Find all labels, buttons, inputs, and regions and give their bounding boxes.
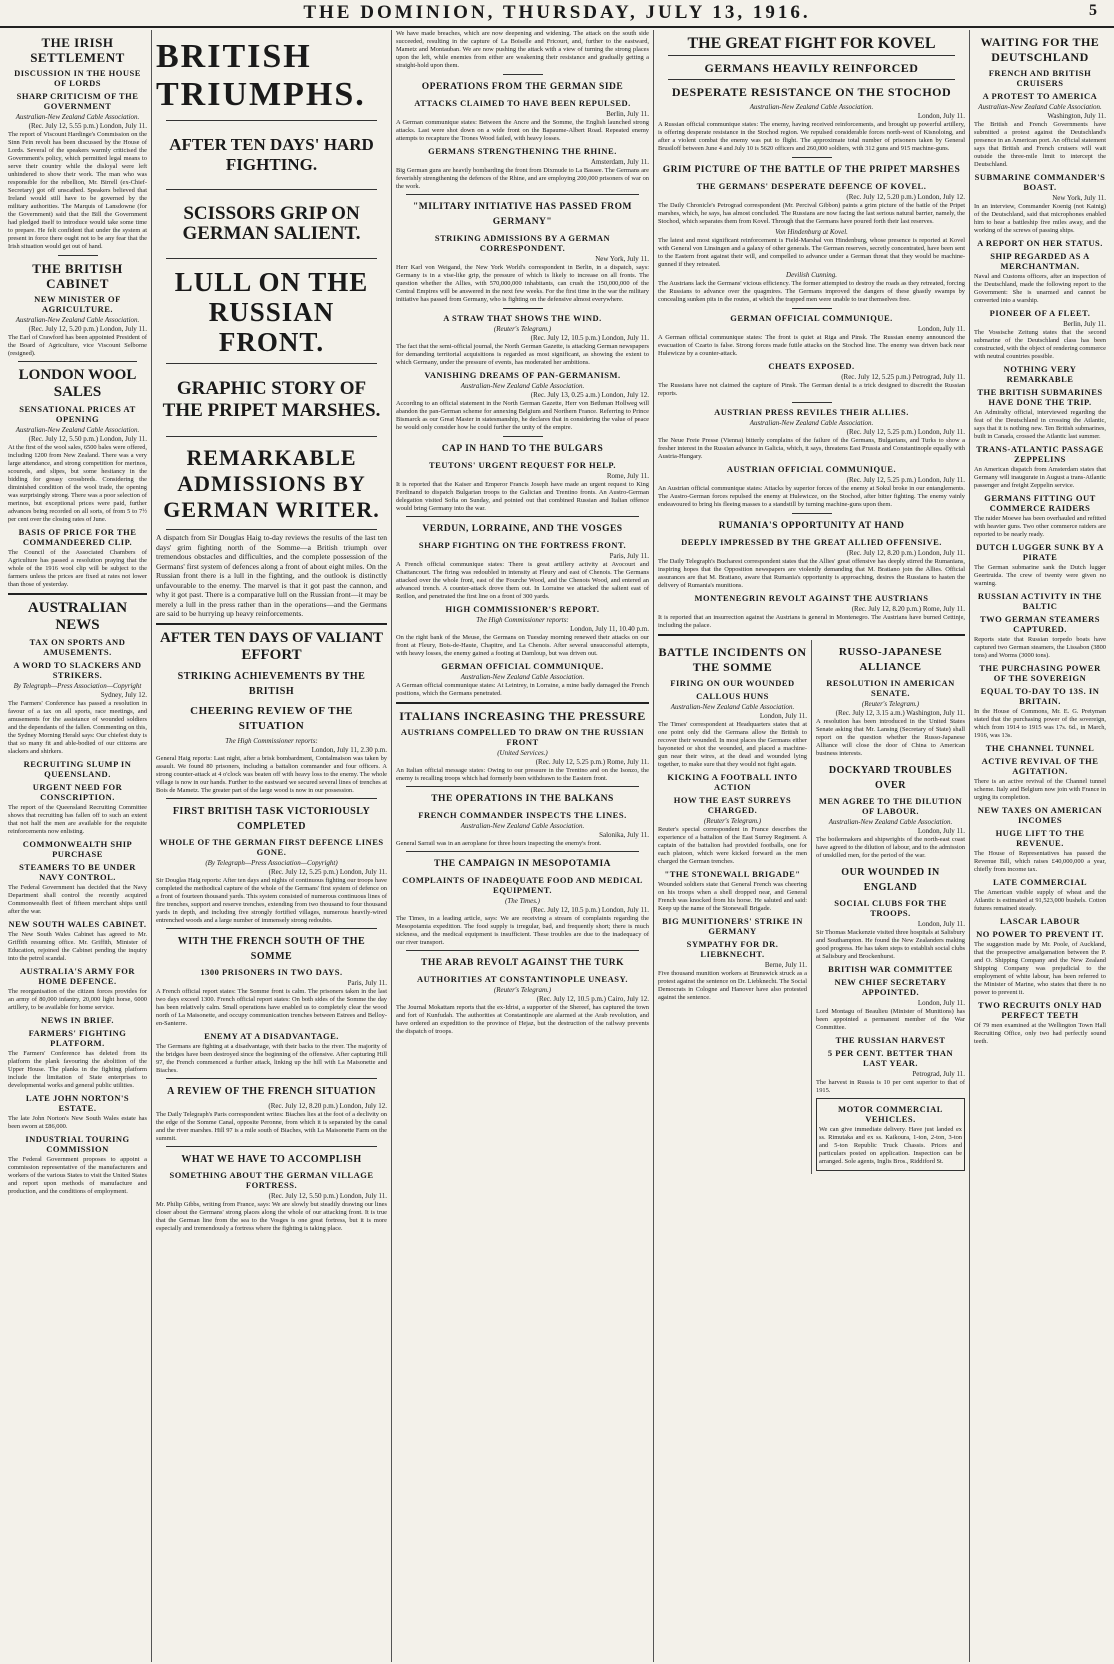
- baltic-headline: RUSSIAN ACTIVITY IN THE BALTIC: [977, 591, 1103, 611]
- recruit-body: The report of the Queensland Recruiting Committee shows that recruiting has fallen off to such an extent that not half the men are available for the requisite reinforcements now enlisting.: [8, 804, 147, 835]
- divider: [503, 74, 543, 75]
- russo-japanese-date: (Rec. July 12, 3.15 a.m.) Washington, July 11.: [835, 709, 965, 717]
- advertisement: [816, 1098, 965, 1171]
- divider: [792, 513, 832, 514]
- german-official-credit: Australian-New Zealand Cable Association.: [460, 673, 585, 681]
- hc-report-headline: HIGH COMMISSIONER'S REPORT.: [445, 604, 600, 614]
- divider: [166, 436, 377, 437]
- russo-japanese-subhead: RESOLUTION IN AMERICAN SENATE.: [826, 678, 955, 698]
- irish-date: (Rec. July 12, 5.55 p.m.) London, July 11.: [28, 122, 147, 130]
- deutschland-subhead: FRENCH AND BRITISH CRUISERS: [988, 68, 1092, 88]
- lower-right: [816, 640, 965, 1174]
- divider: [792, 157, 832, 158]
- first-task-headline: FIRST BRITISH TASK VICTORIOUSLY COMPLETED: [172, 805, 371, 832]
- sovereign-headline: THE PURCHASING POWER OF THE SOVEREIGN: [979, 663, 1101, 683]
- italians-body: An Italian official message states: Owing to our pressure in the Trentino and on the Isonzo, the enemy is recalling troops which had formerly been withdrawn to the Eastern front.: [396, 767, 649, 782]
- ad-body: We can give immediate delivery. Have just landed ex ss. Rimutaka and ex ss. Kaikoura, 1-ton, 2-ton, 3-ton and 5-ton Republic Truck Chassis. Prices and particulars posted on application. Inspection can be arranged. Sole agents, Inglis Bros., Riddiford St.: [819, 1126, 962, 1165]
- mesopotamia-headline: THE CAMPAIGN IN MESOPOTAMIA: [433, 859, 612, 869]
- somme-subhead: FIRING ON OUR WOUNDED: [670, 678, 795, 688]
- column-4: [654, 30, 970, 1662]
- italians-credit: (United Services.): [497, 749, 548, 757]
- french-headline: WITH THE FRENCH SOUTH OF THE SOMME: [177, 935, 366, 962]
- rumania-headline: RUMANIA'S OPPORTUNITY AT HAND: [718, 521, 905, 531]
- somme-headline: BATTLE INCIDENTS ON THE SOMME: [658, 645, 807, 674]
- dockyard-headline: DOCKYARD TROUBLES OVER: [828, 765, 953, 791]
- montenegro-headline: MONTENEGRIN REVOLT AGAINST THE AUSTRIANS: [694, 593, 929, 603]
- divider: [668, 79, 955, 80]
- column-5: [970, 30, 1110, 1662]
- brief-subhead: FARMERS' FIGHTING PLATFORM.: [28, 1028, 127, 1048]
- recruits-headline: TWO RECRUITS ONLY HAD PERFECT TEETH: [978, 1000, 1102, 1020]
- straw-credit: (Reuter's Telegram.): [493, 325, 552, 333]
- verdun-subhead: SHARP FIGHTING ON THE FORTRESS FRONT.: [418, 540, 627, 550]
- pan-credit: Australian-New Zealand Cable Association.: [460, 382, 585, 390]
- bulgars-subhead: TEUTONS' URGENT REQUEST FOR HELP.: [429, 460, 616, 470]
- divider: [503, 308, 543, 309]
- review-date: (Rec. July 12, 8.20 p.m.) London, July 12.: [268, 1101, 387, 1110]
- straw-body: The fact that the semi-official journal, the North German Gazette, is attacking German newspapers for demanding territorial acquisitions is regarded as most significant, as showing the extent to which Germany, under the pressure of events, has moderated her ambitions.: [396, 343, 649, 366]
- football-subhead: HOW THE EAST SURREYS CHARGED.: [673, 795, 792, 815]
- somme-subhead-2: CALLOUS HUNS: [696, 691, 769, 701]
- industrial-headline: INDUSTRIAL TOURING COMMISSION: [25, 1134, 130, 1154]
- football-body: Reuter's special correspondent in France describes the experience of a battalion of the East Surrey Regiment. A captain of the battalion had provided footballs, one for each platoon, which were kicked forward as the men charged the German trenches.: [658, 826, 807, 865]
- pan-body: According to an official statement in the North German Gazette, Herr von Bethman Hollweg will abandon the pan-German scheme for annexing Belgium and Northern France. Referring to Prince Bismarck as our Great Master in statesmanship, he declares that in considering the value of peace he would only consider how he could further the unity of the empire.: [396, 400, 649, 431]
- stonewall-headline: "THE STONEWALL BRIGADE": [664, 869, 801, 879]
- divider: [658, 634, 965, 636]
- divider: [18, 361, 137, 362]
- balkans-body: General Sarrail was in an aeroplane for three hours inspecting the enemy's front.: [396, 840, 602, 847]
- lugger-body: The German submarine sank the Dutch lugger Geertruida. The crew of twenty were given no warning.: [974, 564, 1106, 587]
- verdun-headline: VERDUN, LORRAINE, AND THE VOSGES: [422, 524, 623, 534]
- war-committee-date: London, July 11.: [917, 999, 965, 1007]
- divider: [792, 308, 832, 309]
- baltic-body: Reports state that Russian torpedo boats have captured two German steamers, the Lissabon (3800 tons) and Worms (3000 tons).: [974, 636, 1106, 659]
- navy-headline: COMMONWEALTH SHIP PURCHASE: [22, 839, 133, 859]
- review-headline: A REVIEW OF THE FRENCH SITUATION: [167, 1085, 376, 1097]
- wounded-subhead: SOCIAL CLUBS FOR THE TROOPS.: [834, 898, 947, 918]
- valiant-effort-subhead-2: CHEERING REVIEW OF THE SITUATION: [190, 704, 353, 732]
- divider: [406, 786, 639, 787]
- taxes-subhead: HUGE LIFT TO THE REVENUE.: [995, 828, 1085, 848]
- valiant-effort-subhead: STRIKING ACHIEVEMENTS BY THE BRITISH: [177, 670, 366, 697]
- deutschland-body: The British and French Governments have submitted a protest against the Deutschland's presence in an American port. An official statement says that British and French cruisers will wait outside the three-mile limit to intercept the Deutschland.: [974, 121, 1106, 168]
- arab-date: (Rec. July 12, 10.5 p.m.) Cairo, July 12.: [536, 995, 649, 1003]
- football-credit: (Reuter's Telegram.): [703, 817, 762, 825]
- dockyard-date: London, July 11.: [917, 827, 965, 835]
- enemy-body: The Germans are fighting at a disadvantage, with their backs to the river. The majority of the bridges have been destroyed since the beginning of the offensive. After capturing Hill 97, the French commenced a further attack, linking up the hill with La Maisonette and Biaches.: [156, 1042, 387, 1074]
- lower-split: [658, 640, 965, 1174]
- divider: [166, 363, 377, 364]
- first-task-subhead: WHOLE OF THE GERMAN FIRST DEFENCE LINES GONE.: [159, 836, 384, 857]
- gco-body: A German official communique states: The front is quiet at Riga and Pinsk. The Russian enemy announced the evacuation of Czarto is false. Strong forces made futile attacks on the Stochod line. The enemy was driven back near Hulewicze by a counter-attack.: [658, 334, 965, 357]
- boast-date: New York, July 11.: [1052, 194, 1106, 202]
- mesopotamia-body: The Times, in a leading article, says: We are receiving a stream of complaints regarding the Mesopotamia expedition. The food supply is irregular, bad, and frequently short; there is much sickness, and the medical equipment is insufficient. These troubles are due to the inadequacy of our river transport.: [396, 915, 649, 946]
- remarkable-subhead: THE BRITISH SUBMARINES HAVE DONE THE TRIP.: [977, 387, 1103, 407]
- initiative-subhead: STRIKING ADMISSIONS BY A GERMAN CORRESPONDENT.: [434, 233, 611, 253]
- pan-headline: VANISHING DREAMS OF PAN-GERMANISM.: [424, 370, 621, 380]
- verdun-body: A French official communique states: There is great artillery activity at Avocourt and Chattancourt. The firing was redoubled in intensity at Fleury and east of Chenois. The Germans attacked over the whole front, east of the Fourche Wood, and the Chenois Wood, and entered an advanced trench. A counter-attack drove them out. In Lorraine we attacked the salient east of Reillon, and penetrated the first line on a front of 300 yards.: [396, 561, 649, 600]
- irish-credit: Australian-New Zealand Cable Association.: [15, 113, 140, 121]
- pioneer-headline: PIONEER OF A FLEET.: [989, 308, 1091, 318]
- enemy-headline: ENEMY AT A DISADVANTAGE.: [204, 1030, 339, 1041]
- tunnel-body: There is an active revival of the Channel tunnel scheme. Italy and Belgium now join with France in urging its completion.: [974, 778, 1106, 801]
- commercial-headline: LATE COMMERCIAL: [993, 877, 1087, 887]
- divider: [166, 928, 377, 929]
- hc-credit: The High Commissioner reports:: [225, 736, 318, 745]
- divider: [8, 593, 147, 595]
- gco-date: London, July 11.: [917, 325, 965, 333]
- cheats-date: (Rec. July 12, 5.25 p.m.) Petrograd, July 11.: [841, 373, 965, 381]
- lede-paragraph: A dispatch from Sir Douglas Haig to-day reviews the results of the last ten days' grim fighting north of the Somme—a British triumph over tremendous obstacles and difficulties, and the complete possession of the Germans' first system of defences along a front of about eight miles. On the Russian front there is a lull in the fighting, and the outlook is distinctly unfavourable to the enemy. The marvel is that it got past the cannon, and why it got past. There is a comparative lull on the Russian front—it may be merely a lull in the press rather than in the operations—and the Germans are said to be hurrying up heavy reinforcements.: [156, 533, 387, 618]
- zeppelins-headline: TRANS-ATLANTIC PASSAGE ZEPPELINS: [976, 444, 1104, 464]
- divider: [406, 194, 639, 195]
- russo-japanese-credit: (Reuter's Telegram.): [861, 700, 920, 708]
- basis-headline: BASIS OF PRICE FOR THE COMMANDEERED CLIP.: [18, 527, 137, 547]
- stonewall-body: Wounded soldiers state that General French was cheering on his troops when a shell dropped near, and General French was knocked from his horse. He saluted and said: Keep up the name of the Stonewall Brigade.: [658, 881, 807, 912]
- aus-date: Sydney, July 12.: [100, 691, 147, 699]
- munitions-date: Berne, July 11.: [764, 961, 807, 969]
- italians-date: (Rec. July 12, 5.25 p.m.) Rome, July 11.: [535, 758, 649, 766]
- bulgars-date: Rome, July 11.: [606, 472, 649, 480]
- rhine-headline: GERMANS STRENGTHENING THE RHINE.: [428, 146, 617, 156]
- wool-subhead: SENSATIONAL PRICES AT OPENING: [19, 404, 136, 424]
- russo-japanese-headline: RUSSO-JAPANESE ALLIANCE: [838, 646, 943, 673]
- recruit-subhead: URGENT NEED FOR CONSCRIPTION.: [32, 782, 123, 802]
- balkans-date: Salonika, July 11.: [599, 831, 649, 839]
- arab-body: The Journal Mokattam reports that the ex-Idrisi, a supporter of the Shereef, has captured the town and fort of Kunfudah. The authorities at Constantinople are alarmed at the Arab revolution, and have ordered an expedition to the province of Hejaz, but the destruction of the railway prevents the dispatch of troops.: [396, 1004, 649, 1035]
- pripet-date: (Rec. July 12, 5.20 p.m.) London, July 12.: [846, 193, 965, 201]
- australian-news-headline: AUSTRALIAN NEWS: [27, 600, 128, 633]
- lower-left: [658, 640, 812, 1174]
- press-credit: Australian-New Zealand Cable Association.: [749, 419, 874, 427]
- cabinet-credit: Australian-New Zealand Cable Association.: [15, 316, 140, 324]
- recruit-headline: RECRUITING SLUMP IN QUEENSLAND.: [23, 759, 132, 779]
- bulgars-body: It is reported that the Kaiser and Emperor Francis Joseph have made an urgent request to King Ferdinand to dispatch Bulgarian troops to the Galician and Trentino fronts. An Austro-German delegation visited Sofia on Sunday, and pointed out that combined Russian and Italian offence would bring Germany into the war.: [396, 481, 649, 512]
- accomplish-headline: WHAT WE HAVE TO ACCOMPLISH: [181, 1153, 362, 1165]
- divider: [58, 255, 98, 256]
- hc-date: London, July 11, 2.30 p.m.: [311, 745, 387, 754]
- remarkable-headline: NOTHING VERY REMARKABLE: [1003, 364, 1077, 384]
- cheats-body: The Russians have not claimed the capture of Pinsk. The German denial is a trick designed to discredit the Russian reports.: [658, 382, 965, 397]
- mesopotamia-date: (Rec. July 12, 10.5 p.m.) London, July 11.: [530, 906, 649, 914]
- kovel-subhead-2: DESPERATE RESISTANCE ON THE STOCHOD: [671, 85, 952, 99]
- wounded-headline: OUR WOUNDED IN ENGLAND: [841, 867, 940, 893]
- divider: [792, 402, 832, 403]
- montenegro-body: It is reported that an insurrection against the Austrians is general in Montenegro. The Austrians have burned Cettinje, including the palace.: [658, 614, 965, 629]
- divider: [503, 436, 543, 437]
- harvest-body: The harvest in Russia is 10 per cent superior to that of 1915.: [816, 1079, 965, 1094]
- french-subhead: 1300 PRISONERS IN TWO DAYS.: [200, 966, 343, 977]
- deck-5: REMARKABLE ADMISSIONS BY GERMAN WRITER.: [163, 445, 380, 522]
- italians-headline: ITALIANS INCREASING THE PRESSURE: [399, 709, 646, 723]
- continued-body: We have made breaches, which are now deepening and widening. The attack on the south side succeeded, resulting in the capture of La Boiselle and Fricourt, and, further to the eastward, Mametz and Montauban. We are now pushing the attack with a view of turning the strong places upon the left, while enemies from either are weakening their resistance and gradually getting a straight-hold upon them.: [396, 30, 649, 69]
- raiders-headline: GERMANS FITTING OUT COMMERCE RAIDERS: [984, 493, 1096, 513]
- italians-subhead: AUSTRIANS COMPELLED TO DRAW ON THE RUSSIAN FRONT: [400, 727, 645, 747]
- newspaper-title: THE DOMINION, THURSDAY, JULY 13, 1916.: [303, 2, 811, 23]
- montenegro-date: (Rec. July 12, 8.20 p.m.) Rome, July 11.: [851, 605, 965, 613]
- hc-report-date: London, July 11, 10.40 p.m.: [570, 625, 649, 633]
- sovereign-body: In the House of Commons, Mr. E. G. Pretyman stated that the purchasing power of the sovereign, which from 1914 to 1915 was 17s. 6d., in March, 1916, was 13s.: [974, 708, 1106, 739]
- cabinet-subhead: NEW MINISTER OF AGRICULTURE.: [34, 294, 121, 314]
- divider: [156, 623, 387, 625]
- norton-body: The late John Norton's New South Wales estate has been sworn at £86,000.: [8, 1115, 147, 1130]
- war-committee-subhead: NEW CHIEF SECRETARY APPOINTED.: [834, 977, 947, 997]
- press-date: (Rec. July 12, 5.25 p.m.) London, July 11.: [846, 428, 965, 436]
- pioneer-date: Berlin, July 11.: [1063, 320, 1106, 328]
- accomplish-body: Mr. Philip Gibbs, writing from France, says: We are slowly but steadily drawing our lines closer about the Germans' strong places along the whole of our attacking front. It is true that the German line from the sea to the Vosges is one great fortress, but it is more especially and tremendously a fortress where the fighting is taking place.: [156, 1200, 387, 1232]
- aus-body: The Farmers' Conference has passed a resolution in favour of a tax on all sports, race meetings, and amusements for the assistance of wounded soldiers and the dependants of the fallen. Commenting on this, the Sydney Morning Herald says: Our chiefest duty is that so many fit and able-bodied of our citizens are slackers and shirkers.: [8, 700, 147, 755]
- initiative-date: New York, July 11.: [595, 255, 649, 263]
- first-task-credit: (By Telegraph—Press Association—Copyright): [205, 858, 338, 867]
- french-date: Paris, July 11.: [347, 978, 387, 987]
- lascar-subhead: NO POWER TO PREVENT IT.: [976, 929, 1104, 939]
- rumania-subhead: DEEPLY IMPRESSED BY THE GREAT ALLIED OFFENSIVE.: [681, 537, 942, 547]
- hc-body: General Haig reports: Last night, after a brisk bombardment, Contalmaison was taken by assault. We found 80 prisoners, including a battalion commander and four officers. A strong counter-attack at 4 o'clock was beaten off with heavy loss to the enemy. The whole village is now in our hands. Further to the eastward we secured several lines of trenches at Bois de Mametz. The greater part of the large wood is now in our possession.: [156, 754, 387, 794]
- accomplish-date: (Rec. July 12, 5.50 p.m.) London, July 11.: [268, 1191, 387, 1200]
- kovel-headline: THE GREAT FIGHT FOR KOVEL: [687, 35, 936, 52]
- taxes-headline: NEW TAXES ON AMERICAN INCOMES: [977, 805, 1103, 825]
- cabinet-body: The Earl of Crawford has been appointed President of the Board of Agriculture, vice Viscount Selborne (resigned).: [8, 334, 147, 357]
- football-headline: KICKING A FOOTBALL INTO ACTION: [667, 772, 798, 792]
- harvest-subhead: 5 PER CENT. BETTER THAN LAST YEAR.: [827, 1048, 954, 1068]
- first-task-date: (Rec. July 12, 5.25 p.m.) London, July 11.: [268, 867, 387, 876]
- rumania-body: The Daily Telegraph's Bucharest correspondent states that the Allies' great offensive has deeply stirred the Rumanians, inspiring hopes that the Opposition newspapers are violently demanding that M. Bratiano join the Allies. Official assurances are that M. Bratiano, aware that Rumania's opportunity is approaching, desires the Russians to hasten the delivery of Rumania's munitions.: [658, 558, 965, 589]
- wool-body: At the first of the wool sales, 6500 bales were offered, including 1200 from New Zealand. There was a very large attendance, and strong competition for merinos, scoureds, and slipes, but some hesitancy in the bidding for greasy crossbreds. Considering the diminished condition of the wool trade, the opening was surprisingly strong. There was a poor selection of merinos, but exceptional prices were paid, further advances being recorded on all sorts, of from 5 to 7½ per cent over the closing rates of June.: [8, 444, 147, 523]
- lascar-headline: LASCAR LABOUR: [1000, 916, 1080, 926]
- status-body: Naval and Customs officers, after an inspection of the Deutschland, made the following report to the Government: She is unarmed and cannot be converted into a warship.: [974, 273, 1106, 304]
- deck-2: SCISSORS GRIP ON GERMAN SALIENT.: [182, 203, 361, 244]
- deutschland-subhead-2: A PROTEST TO AMERICA: [982, 91, 1098, 101]
- war-committee-body: Lord Montagu of Beaulieu (Minister of Munitions) has been appointed a permanent member of the War Committee.: [816, 1008, 965, 1031]
- deck-3: LULL ON THE RUSSIAN FRONT.: [174, 267, 369, 357]
- tunnel-subhead: ACTIVE REVIVAL OF THE AGITATION.: [981, 756, 1099, 776]
- arab-credit: (Reuter's Telegram.): [493, 986, 552, 994]
- divider: [668, 55, 955, 56]
- divider: [166, 189, 377, 190]
- harvest-headline: THE RUSSIAN HARVEST: [835, 1035, 946, 1045]
- cabinet-headline: THE BRITISH CABINET: [32, 261, 123, 291]
- divider: [166, 1146, 377, 1147]
- divider: [406, 516, 639, 517]
- kovel-subhead: GERMANS HEAVILY REINFORCED: [704, 61, 919, 75]
- mesopotamia-credit: (The Times.): [505, 897, 540, 905]
- divider: [166, 258, 377, 259]
- wool-credit: Australian-New Zealand Cable Association.: [15, 426, 140, 434]
- gco-headline: GERMAN OFFICIAL COMMUNIQUE.: [730, 313, 893, 323]
- wounded-date: London, July 11.: [917, 920, 965, 928]
- balkans-headline: THE OPERATIONS IN THE BALKANS: [431, 794, 614, 804]
- army-body: The reorganisation of the citizen forces provides for an army of 80,000 infantry, 20,000 light horse, 6000 artillery, to be available for home service.: [8, 988, 147, 1011]
- navy-body: The Federal Government has decided that the Navy Department shall control the recently acquired Commonwealth fleet of fifteen merchant ships until after the war.: [8, 884, 147, 915]
- irish-subhead: DISCUSSION IN THE HOUSE OF LORDS: [14, 68, 141, 88]
- french-body: A French official report states: The Somme front is calm. The prisoners taken in the last two days exceed 1300. French official report states: On both sides of the Somme the day has been relatively calm. Small operations have enabled us to completely clear the wood north of La Maisonette, and occupy communication trenches between Estrees and Belloy-en-Santerre.: [156, 987, 387, 1027]
- nsw-headline: NEW SOUTH WALES CABINET.: [8, 919, 147, 929]
- wool-date: (Rec. July 12, 5.50 p.m.) London, July 11.: [28, 435, 147, 443]
- somme-credit: Australian-New Zealand Cable Association.: [670, 703, 795, 711]
- status-headline: A REPORT ON HER STATUS.: [977, 238, 1103, 248]
- deutschland-date: Washington, July 11.: [1047, 112, 1106, 120]
- brief-body: The Farmers' Conference has deleted from its platform the plank favouring the abolition of the Upper House. The planks in the fighting platform include the limitation of State enterprises to developmental works and general public utilities.: [8, 1050, 147, 1089]
- german-side-date: Berlin, July 11.: [606, 110, 649, 118]
- cabinet-date: (Rec. July 12, 5.20 p.m.) London, July 11.: [28, 325, 147, 333]
- deutschland-credit: Australian-New Zealand Cable Association.: [978, 103, 1102, 111]
- pripet-headline: GRIM PICTURE OF THE BATTLE OF THE PRIPET MARSHES: [662, 165, 961, 175]
- page-number: 5: [1089, 2, 1100, 19]
- hindenburg-body: The latest and most significant reinforcement is Field-Marshal von Hindenburg, whose presence is reported at Kovel with General von Linsingen and a galaxy of other generals. The German reserves, secretly concentrated, have been sent to the Eastern front against their will, and compelled to advance under a German threat that they would be machine-gunned if they retreated.: [658, 237, 965, 268]
- russo-japanese-body: A resolution has been introduced in the United States Senate asking that Mr. Lansing (Secretary of State) shall report on the question whether the Russo-Japanese Alliance will close the door of China to American business interests.: [816, 718, 965, 757]
- press-body: The Neue Freie Presse (Vienna) bitterly complains of the failure of the Germans, Bulgarians, and Turks to show a fresher interest in the Russian advance in Galicia, which, it says, threatens East Prussia and Constantinople equally with Austria-Hungary.: [658, 437, 965, 460]
- accomplish-subhead: SOMETHING ABOUT THE GERMAN VILLAGE FORTRESS.: [169, 1169, 374, 1190]
- munitions-body: Five thousand munition workers at Brunswick struck as a protest against the sentence on Dr. Liebknecht. The Social Democrats in Cologne and Hanover have also protested against the sentence.: [658, 970, 807, 1001]
- irish-body: The report of Viscount Hardinge's Commission on the Sinn Fein revolt has been discussed by the House of Lords. Several of the speakers warmly criticised the Government's policy, which permitted legal means to serve their country while the disloyal were left unhindered to show their work. The man who was responsible for the rebellion, Mr. Birrell (ex-Chief-Secretary) got off unscathed. Speakers believed that Ireland would still have to be governed by the military authorities. The Marquis of Lansdowne (for the Government) said that the Bill the Government had pledged itself to introduce would take some time to prepare. He felt confident that under the system at present in force there ought not to be any fear that the Irish situation would get out of hand.: [8, 131, 147, 250]
- hc-report-credit: The High Commissioner reports:: [476, 616, 569, 624]
- raiders-body: The raider Moewe has been overhauled and refitted with heavier guns. Two other commerce raiders are reported to be nearly ready.: [974, 515, 1106, 538]
- hindenburg-subhead: Von Hindenburg at Kovel.: [775, 228, 848, 236]
- norton-headline: LATE JOHN NORTON'S ESTATE.: [25, 1093, 130, 1113]
- german-side-body: A German communique states: Between the Ancre and the Somme, the English launched strong attacks. Last were shot down on a wide front on the Bapaume-Albert Road. Repeated enemy attempts to recapture the Trones Wood failed, with heavy losses.: [396, 119, 649, 142]
- balkans-credit: Australian-New Zealand Cable Association.: [460, 822, 585, 830]
- pan-date: (Rec. July 13, 0.25 a.m.) London, July 12.: [530, 391, 649, 399]
- review-body: The Daily Telegraph's Paris correspondent writes: Biaches lies at the foot of a declivity on the edge of the Somme Canal, opposite Peronne, from which it is separated by the canal and the river marshes. Hill 97 is a mile south of Biaches, with La Maisonette Farm on the summit.: [156, 1110, 387, 1142]
- column-1: [4, 30, 152, 1662]
- dockyard-body: The boilermakers and shipwrights of the north-east coast have agreed to the dilution of labour, and to the admission of unskilled men, for the period of the war.: [816, 836, 965, 859]
- munitions-subhead: SYMPATHY FOR DR. LIEBKNECHT.: [686, 939, 779, 959]
- columns: [0, 28, 1114, 1662]
- straw-date: (Rec. July 12, 10.5 p.m.) London, July 11.: [530, 334, 649, 342]
- boast-body: In an interview, Commander Koenig (not Kainig) of the Deutschland, said that microphones enabled him to hear a battleship five miles away, and the working of the screws of passing ships.: [974, 203, 1106, 234]
- german-side-headline: OPERATIONS FROM THE GERMAN SIDE: [421, 82, 624, 92]
- lascar-body: The suggestion made by Mr. Poole, of Auckland, that the prospective amalgamation between the P. and O. Shipping Company and the New Zealand Shipping Company was prejudicial to the employment of white labour, has been referred to the Minister of Marine, who states that there is no power to prevent it.: [974, 941, 1106, 996]
- wounded-body: Sir Thomas Mackenzie visited three hospitals at Salisbury and Southampton. He found the New Zealanders making good progress. He has taken steps to establish social clubs at Salisbury and Brockenhurst.: [816, 929, 965, 960]
- wool-headline: LONDON WOOL SALES: [18, 367, 137, 400]
- recruits-body: Of 79 men examined at the Wellington Town Hall Recruiting Office, only two had perfectly sound teeth.: [974, 1022, 1106, 1045]
- hc-report-body: On the right bank of the Meuse, the Germans on Tuesday morning renewed their attacks on our front at Fleury, Bois-de-Haute, Chapitre, and La Chenois. After several unsuccessful attempts, with heavy losses, the enemy gained a footing at Damloup, but was driven out.: [396, 634, 649, 657]
- commercial-body: The American visible supply of wheat and the Atlantic is estimated at 91,523,000 bushels. Cotton futures remained steady.: [974, 889, 1106, 912]
- war-committee-headline: BRITISH WAR COMMITTEE: [828, 964, 953, 974]
- ad-headline: MOTOR COMMERCIAL VEHICLES.: [838, 1104, 943, 1124]
- lugger-headline: DUTCH LUGGER SUNK BY A PIRATE: [976, 542, 1104, 562]
- column-2: [152, 30, 392, 1662]
- divider: [406, 851, 639, 852]
- deck-1: AFTER TEN DAYS' HARD FIGHTING.: [169, 135, 374, 174]
- arab-subhead: AUTHORITIES AT CONSTANTINOPLE UNEASY.: [417, 974, 628, 984]
- pioneer-body: The Vossische Zeitung states that the second submarine of the Deutschland class has been constructed, with the object of rendering commerce with neutral countries possible.: [974, 329, 1106, 360]
- nsw-body: The New South Wales Cabinet has agreed to Mr. Griffith resuming office. Mr. Griffith, Minister of Education, rejoined the Cabinet pending the inquiry into the petrol scandal.: [8, 931, 147, 962]
- aus-subhead: TAX ON SPORTS AND AMUSEMENTS.: [29, 637, 126, 657]
- kovel-body: A Russian official communique states: The enemy, having received reinforcements, and brought up powerful artillery, is offering desperate resistance in the Stochod region. We repulsed considerable forces north-west of Kisnoloing, and after a violent combat the enemy was put to flight. The approximate total number of prisoners taken by General Brusiloff between June 4 and July 10 is 5620 officers and 260,000 soldiers, with 312 guns and 915 machine-guns.: [658, 121, 965, 152]
- kovel-credit: Australian-New Zealand Cable Association.: [749, 103, 874, 111]
- dockyard-subhead: MEN AGREE TO THE DILUTION OF LABOUR.: [818, 796, 963, 816]
- deck-4: GRAPHIC STORY OF THE PRIPET MARSHES.: [162, 378, 381, 421]
- status-subhead: SHIP REGARDED AS A MERCHANTMAN.: [990, 251, 1090, 271]
- mesopotamia-subhead: COMPLAINTS OF INADEQUATE FOOD AND MEDICAL EQUIPMENT.: [402, 875, 643, 895]
- first-task-body: Sir Douglas Haig reports: After ten days and nights of continuous fighting our troops have completed the methodical capture of the whole of the Germans' first system of defence on a front of fourteen thousand yards. This system consisted of numerous continuous lines of fire trenches, support and reserve trenches, extending from two thousand to four thousand yards in depth, and including five strongly fortified villages, numerous heavily-wired entrenched woods and a large number of immensely strong redoubts.: [156, 876, 387, 924]
- sovereign-subhead: EQUAL TO-DAY TO 13S. IN BRITAIN.: [980, 686, 1100, 706]
- divider: [166, 1078, 377, 1079]
- straw-headline: A STRAW THAT SHOWS THE WIND.: [443, 313, 602, 323]
- kovel-date: London, July 11.: [917, 112, 965, 120]
- zeppelins-body: An American dispatch from Amsterdam states that Germany will inaugurate in August a trans-Atlantic passenger and freight Zeppelin service.: [974, 466, 1106, 489]
- divider: [166, 798, 377, 799]
- somme-body: The Times' correspondent at Headquarters states that at one point only did the Germans allow the British to recover their wounded. In most places the Germans either bayoneted or shot the wounded, and placed a machine-gun near their wires, at the dead and wounded lying together, to make sure that they would not fight again.: [658, 721, 807, 768]
- remarkable-body: An Admiralty official, interviewed regarding the feat of the Deutschland in crossing the Atlantic, says that it is nothing new. Ten British submarines, built in Canada, crossed the Atlantic last summer.: [974, 409, 1106, 440]
- baltic-subhead: TWO GERMAN STEAMERS CAPTURED.: [979, 614, 1100, 634]
- initiative-headline: "MILITARY INITIATIVE HAS PASSED FROM GERMANY": [413, 202, 632, 227]
- masthead: [0, 0, 1114, 28]
- somme-date: London, July 11.: [759, 712, 807, 720]
- harvest-date: Petrograd, July 11.: [912, 1070, 965, 1078]
- boast-headline: SUBMARINE COMMANDER'S BOAST.: [974, 172, 1106, 192]
- divider: [406, 950, 639, 951]
- army-headline: AUSTRALIA'S ARMY FOR HOME DEFENCE.: [19, 966, 135, 986]
- aus-credit: By Telegraph—Press Association—Copyright: [13, 682, 142, 690]
- cheats-headline: CHEATS EXPOSED.: [768, 361, 855, 371]
- rhine-body: Big German guns are heavily bombarding the front from Dixmude to La Bassee. The Germans are feverishly strengthening the defences of the Rhine, and are employing 200,000 prisoners of war on the work.: [396, 167, 649, 190]
- press-headline: AUSTRIAN PRESS REVILES THEIR ALLIES.: [714, 407, 909, 417]
- german-side-subhead: ATTACKS CLAIMED TO HAVE BEEN REPULSED.: [414, 98, 631, 108]
- irish-headline: THE IRISH SETTLEMENT: [30, 35, 125, 65]
- column-3: [392, 30, 654, 1662]
- brief-headline: NEWS IN BRIEF.: [40, 1015, 115, 1025]
- taxes-body: The House of Representatives has passed the Revenue Bill, which raises £40,000,000 a year, chiefly from income tax.: [974, 850, 1106, 873]
- arab-headline: THE ARAB REVOLT AGAINST THE TURK: [421, 958, 624, 968]
- navy-subhead: STEAMERS TO BE UNDER NAVY CONTROL.: [19, 862, 136, 882]
- valiant-effort-headline: AFTER TEN DAYS OF VALIANT EFFORT: [159, 629, 384, 663]
- pripet-body: The Daily Chronicle's Petrograd correspondent (Mr. Percival Gibbon) paints a grim picture of the battle of the Pripet marshes, which, he says, has almost concluded. The Russians are now facing the last serious natural barrier, namely, the Stochod, which separates them from Kovel. Through that the Germans have poured forth their last reserves.: [658, 202, 965, 225]
- munitions-headline: BIG MUNITIONERS' STRIKE IN GERMANY: [662, 916, 803, 936]
- divider: [396, 702, 649, 704]
- dockyard-credit: Australian-New Zealand Cable Association.: [828, 818, 953, 826]
- verdun-date: Paris, July 11.: [609, 552, 649, 560]
- aco-headline: AUSTRIAN OFFICIAL COMMUNIQUE.: [726, 464, 897, 474]
- tunnel-headline: THE CHANNEL TUNNEL: [985, 743, 1095, 753]
- irish-subhead-2: SHARP CRITICISM OF THE GOVERNMENT: [16, 91, 139, 111]
- banner-headline: BRITISH TRIUMPHS.: [156, 38, 366, 113]
- pripet-subhead: THE GERMANS' DESPERATE DEFENCE OF KOVEL.: [696, 181, 927, 191]
- basis-body: The Council of the Associated Chambers of Agriculture has passed a resolution praying that the whole of the 1916 wool clip will be subject to the farmers unless the prices are fixed at rates not lower than those of yesterday.: [8, 549, 147, 588]
- rhine-date: Amsterdam, July 11.: [590, 158, 649, 166]
- deutschland-headline: WAITING FOR THE DEUTSCHLAND: [980, 35, 1100, 64]
- initiative-body: Herr Karl von Weigand, the New York World's correspondent in Berlin, in a dispatch, says: Germany is in a vise-like grip, the pressure of which is likely to increase on all fronts. The question whether the Allies, with 570,000,000 inhabitants, can crush the 150,000,000 of the Central Empires will be answered in the next few weeks. For the first time in the war the military initiative has passed from Germany, who is fighting on the defensive almost everywhere.: [396, 264, 649, 303]
- rumania-date: (Rec. July 12, 8.20 p.m.) London, July 11.: [846, 549, 965, 557]
- aco-body: An Austrian official communique states: Attacks by superior forces of the enemy at Sokul broke in our entanglements. The Austro-German forces repulsed the enemy at Hulewicze, on the Stochod, after bitter fighting. The enemy vainly endeavoured to bring his fleeing masses to a standstill by turning machine-guns upon them.: [658, 485, 965, 508]
- german-official-headline: GERMAN OFFICIAL COMMUNIQUE.: [441, 661, 604, 671]
- cunning-body: The Austrians lack the Germans' vicious efficiency. The former attempted to destroy the roads as they retreated, forcing the Russians to advance over the quagmires. The Germans improved the dangers of these ghastly swamps by concealing sunken pits in the routes, at which the trapped men were unable to tear themselves free.: [658, 280, 965, 303]
- balkans-subhead: FRENCH COMMANDER INSPECTS THE LINES.: [418, 810, 627, 820]
- divider: [166, 529, 377, 530]
- cunning-subhead: Devilish Cunning.: [786, 271, 837, 279]
- aus-subhead-2: A WORD TO SLACKERS AND STRIKERS.: [13, 660, 142, 680]
- aco-date: (Rec. July 12, 5.25 p.m.) London, July 11.: [846, 476, 965, 484]
- industrial-body: The Federal Government proposes to appoint a commission representative of the manufacturers and workers of the various States to visit the United States and report upon methods of manufacture and production, and the conditions of employment.: [8, 1156, 147, 1195]
- divider: [166, 120, 377, 121]
- german-official-body: A German official communique states: At Leintrey, in Lorraine, a mine badly damaged the French positions, which the Germans penetrated.: [396, 682, 649, 697]
- bulgars-headline: CAP IN HAND TO THE BULGARS: [441, 444, 604, 454]
